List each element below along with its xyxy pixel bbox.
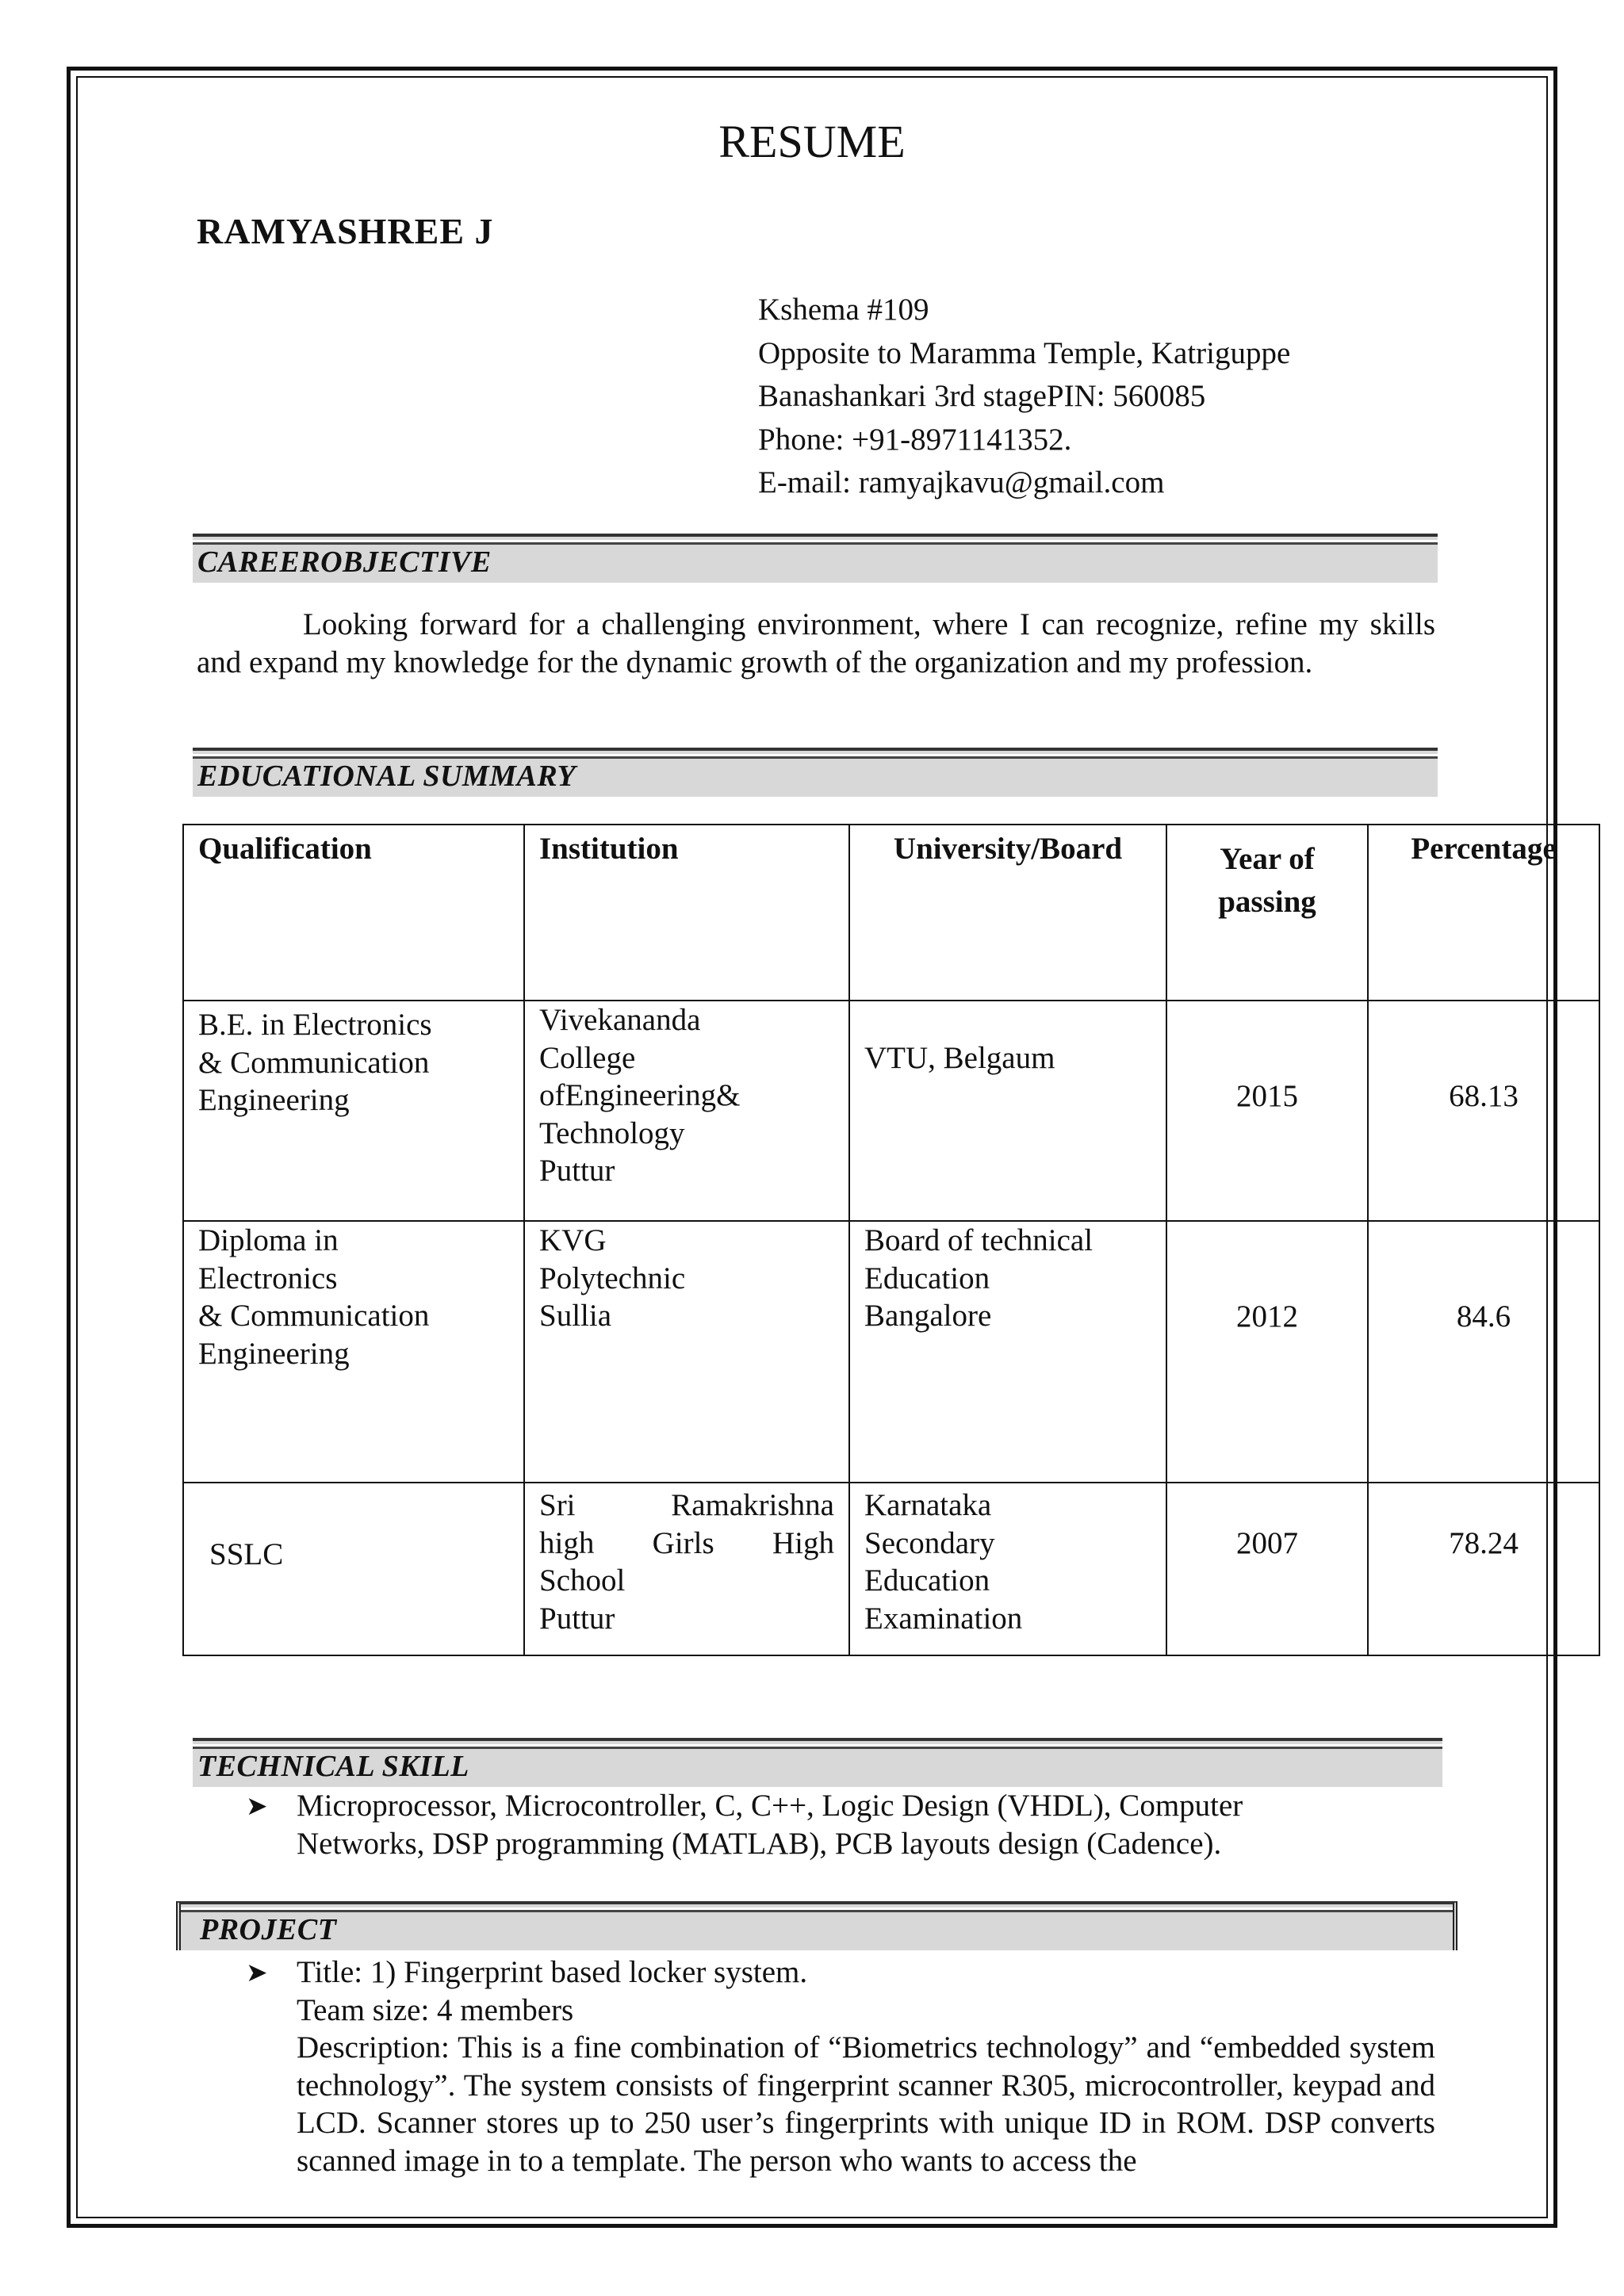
- cell-qualification: [183, 1483, 524, 1655]
- section-title: EDUCATIONAL SUMMARY: [197, 760, 576, 793]
- cell-percentage: 84.6: [1368, 1221, 1599, 1483]
- cell-line: Engineering: [198, 1083, 350, 1117]
- table-row: [183, 1221, 1599, 1483]
- cell-line: high Girls High: [539, 1525, 834, 1560]
- cell-line: Education: [864, 1261, 990, 1295]
- address-line: Opposite to Maramma Temple, Katriguppe: [758, 335, 1291, 370]
- project-details: [297, 1954, 1435, 2179]
- address-line: Kshema #109: [758, 293, 929, 327]
- cell-line: Technology: [539, 1115, 685, 1150]
- candidate-name: RAMYASHREE J: [197, 211, 494, 251]
- table-row: [183, 1001, 1599, 1221]
- column-header-university: University/Board: [849, 825, 1166, 1001]
- contact-address: [758, 289, 1290, 505]
- technical-skill-text: Microprocessor, Microcontroller, C, C++, Logic Design (VHDL), Computer Networks, DSP programming (MATLAB), PCB layouts design (Cadence).: [297, 1789, 1243, 1861]
- cell-line: KVG: [539, 1223, 607, 1257]
- cell-line: Board of technical: [864, 1223, 1094, 1257]
- section-header-technical-skill: [193, 1738, 1442, 1787]
- header-line: Year of: [1220, 842, 1315, 876]
- cell-line: Examination: [864, 1601, 1023, 1636]
- column-header-institution: Institution: [524, 825, 849, 1001]
- cell-institution: [524, 1483, 849, 1655]
- project-description: Description: This is a fine combination of “Biometrics technology” and “embedded system technology”. The system consists of fingerprint scanner R305, microcontroller, keypad and LCD. Scanner stores up to 250 user’s fingerprints with unique ID in ROM. DSP converts scanned image in to a template. The person who wants to access the: [297, 2030, 1435, 2178]
- cell-qualification: [183, 1221, 524, 1483]
- section-header-career-objective: [193, 534, 1438, 583]
- cell-line: Sri Ramakrishna: [539, 1488, 834, 1522]
- cell-year: 2007: [1166, 1483, 1368, 1655]
- cell-line: Education: [864, 1563, 990, 1598]
- cell-qualification: [183, 1001, 524, 1221]
- technical-skill-item: [246, 1787, 1327, 1862]
- cell-percentage: 78.24: [1368, 1483, 1599, 1655]
- cell-line: VTU, Belgaum: [864, 1041, 1055, 1075]
- document-title: RESUME: [718, 116, 906, 167]
- section-title: TECHNICAL SKILL: [197, 1750, 469, 1783]
- cell-line: & Communication: [198, 1299, 430, 1333]
- arrow-bullet-icon: ➤: [246, 1957, 268, 1988]
- address-line: Banashankari 3rd stagePIN: 560085: [758, 379, 1206, 413]
- column-header-percentage: Percentage: [1368, 825, 1599, 1001]
- cell-line: Karnataka: [864, 1488, 992, 1522]
- project-title: Title: 1) Fingerprint based locker system.: [297, 1955, 808, 1989]
- cell-line: Puttur: [539, 1601, 615, 1636]
- cell-line: Diploma in: [198, 1223, 339, 1257]
- cell-line: College: [539, 1040, 636, 1075]
- cell-university: [849, 1001, 1166, 1221]
- section-header-project: [176, 1901, 1457, 1950]
- cell-institution: [524, 1001, 849, 1221]
- cell-line: Electronics: [198, 1261, 338, 1295]
- cell-university: [849, 1221, 1166, 1483]
- project-team-size: Team size: 4 members: [297, 1992, 574, 2027]
- project-item: [246, 1954, 1435, 2179]
- cell-line: Polytechnic: [539, 1261, 686, 1295]
- cell-percentage: 68.13: [1368, 1001, 1599, 1221]
- cell-line: School: [539, 1563, 626, 1598]
- cell-line: SSLC: [209, 1537, 284, 1571]
- cell-year: 2015: [1166, 1001, 1368, 1221]
- email-line: E-mail: ramyajkavu@gmail.com: [758, 465, 1165, 499]
- cell-university: [849, 1483, 1166, 1655]
- column-header-year: [1166, 825, 1368, 1001]
- cell-line: Puttur: [539, 1154, 615, 1188]
- cell-year: 2012: [1166, 1221, 1368, 1483]
- career-objective-text: Looking forward for a challenging environment, where I can recognize, refine my skills and expand my knowledge for the dynamic growth of the organization and my profession.: [197, 607, 1435, 679]
- table-row: [183, 1483, 1599, 1655]
- phone-line: Phone: +91-8971141352.: [758, 422, 1072, 457]
- section-header-educational-summary: [193, 748, 1438, 797]
- cell-line: & Communication: [198, 1045, 430, 1080]
- cell-line: B.E. in Electronics: [198, 1008, 432, 1042]
- cell-line: Engineering: [198, 1336, 350, 1371]
- column-header-qualification: Qualification: [183, 825, 524, 1001]
- header-line: passing: [1218, 885, 1316, 919]
- cell-institution: [524, 1221, 849, 1483]
- cell-line: Sullia: [539, 1299, 612, 1333]
- cell-line: Bangalore: [864, 1299, 992, 1333]
- cell-line: Secondary: [864, 1525, 995, 1560]
- cell-line: Vivekananda: [539, 1003, 701, 1037]
- cell-line: ofEngineering&: [539, 1078, 741, 1112]
- section-title: CAREEROBJECTIVE: [197, 545, 492, 579]
- education-table: [182, 824, 1600, 1656]
- table-header-row: [183, 825, 1599, 1001]
- section-title: PROJECT: [200, 1913, 337, 1946]
- arrow-bullet-icon: ➤: [246, 1790, 268, 1821]
